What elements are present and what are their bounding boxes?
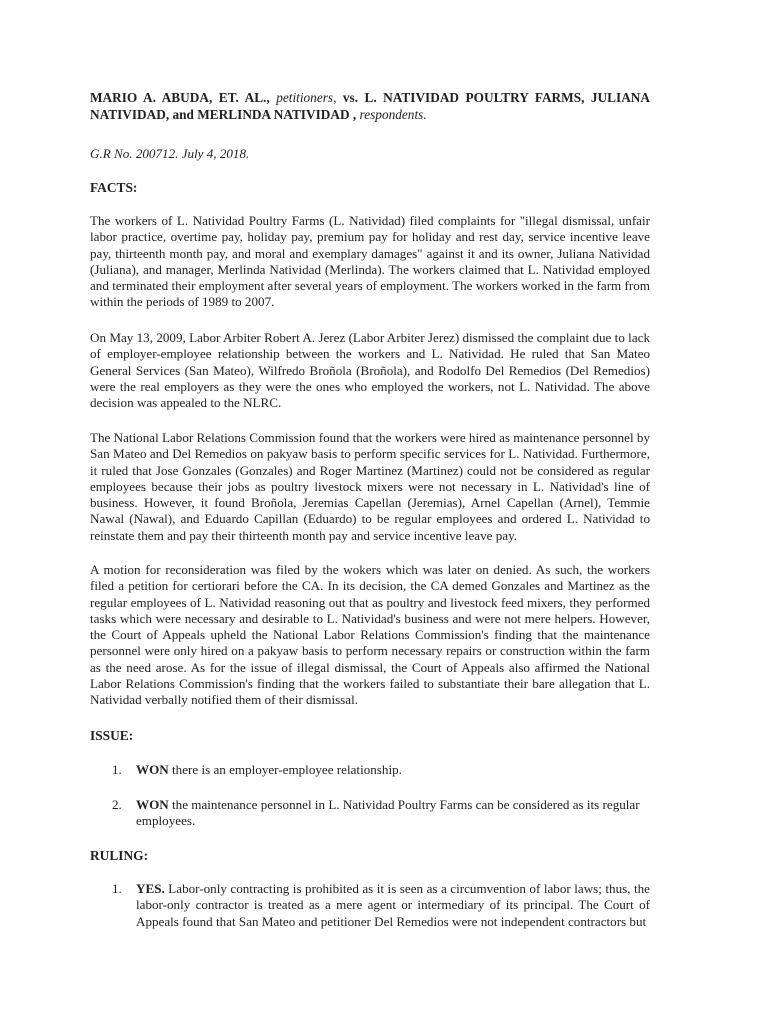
facts-paragraph-1: The workers of L. Natividad Poultry Farms (L. Natividad) filed complaints for "illegal dismissal, unfair labor practice, overtime pay, holiday pay, premium pay for holiday and rest day, service incentive leave pay, thirteenth month pay, and moral and exemplary damages" against it and its owner, Juliana Natividad (Juliana), and manager, Merlinda Natividad (Merlinda). The workers claimed that L. Natividad employed and terminated their employment after several years of employment. The workers worked in the farm from within the periods of 1989 to 2007. [90, 213, 650, 310]
petitioners-role: petitioners, [276, 90, 337, 105]
list-text [136, 762, 650, 778]
list-number: 2. [112, 797, 122, 812]
respondents-name: vs. L. NATIVIDAD POULTRY FARMS, JULIANA NATIVIDAD, and MERLINDA NATIVIDAD , [90, 90, 651, 123]
list-number: 1. [112, 762, 122, 777]
list-text [136, 797, 650, 830]
case-title [90, 89, 650, 123]
respondents-role: respondents. [359, 107, 427, 123]
facts-paragraph-4: A motion for reconsideration was filed by the wokers which was later on denied. As such, the workers filed a petition for certiorari before the CA. In its decision, the CA demed Gonzales and Martinez as the regular employees of L. Natividad reasoning out that as poultry and livestock feed mixers, they performed tasks which were necessary and desirable to L. Natividad's business and were not mere helpers. However, the Court of Appeals upheld the National Labor Relations Commission's finding that the maintenance personnel were only hired on a pakyaw basis to perform necessary repairs or construction within the farm as the need arose. As for the issue of illegal dismissal, the Court of Appeals also affirmed the National Labor Relations Commission's finding that the workers failed to substantiate their bare allegation that L. Natividad verbally notified them of their dismissal. [90, 562, 650, 708]
list-body: Labor-only contracting is prohibited as it is seen as a circumvention of labor laws; thus, the labor-only contractor is treated as a mere agent or intermediary of its principal. The Court of Appeals found that San Mateo and petitioner Del Remedios were not independent contractors but [136, 881, 650, 929]
list-lead: WON [136, 762, 169, 777]
issue-heading: ISSUE: [90, 728, 134, 743]
list-body: the maintenance personnel in L. Natividad Poultry Farms can be considered as its regular employees. [136, 797, 640, 829]
list-body: there is an employer-employee relationship. [168, 762, 402, 777]
facts-paragraph-3: The National Labor Relations Commission found that the workers were hired as maintenance personnel by San Mateo and Del Remedios on pakyaw basis to perform specific services for L. Natividad. Furthermore, it ruled that Jose Gonzales (Gonzales) and Roger Martinez (Martinez) could not be considered as regular employees because their jobs as poultry livestock mixers were not necessary in L. Natividad's line of business. However, it found Broñola, Jeremias Capellan (Jeremias), Arnel Capellan (Arnel), Temmie Nawal (Nawal), and Eduardo Capillan (Eduardo) to be regular employees and ordered L. Natividad to reinstate them and pay their thirteenth month pay and service incentive leave pay. [90, 430, 650, 543]
list-lead: YES. [136, 881, 165, 896]
list-lead: WON [136, 797, 169, 812]
petitioners-name: MARIO A. ABUDA, ET. AL., [90, 90, 270, 105]
facts-paragraph-2: On May 13, 2009, Labor Arbiter Robert A. Jerez (Labor Arbiter Jerez) dismissed the complaint due to lack of employer-employee relationship between the workers and L. Natividad. He ruled that San Mateo General Services (San Mateo), Wilfredo Broñola (Broñola), and Rodolfo Del Remedios (Del Remedios) were the real employers as they were the ones who employed the workers, not L. Natividad. The above decision was appealed to the NLRC. [90, 330, 650, 411]
list-number: 1. [112, 881, 122, 896]
ruling-heading: RULING: [90, 848, 149, 863]
facts-heading: FACTS: [90, 180, 138, 195]
list-text [136, 881, 650, 930]
case-citation: G.R No. 200712. July 4, 2018. [90, 146, 250, 161]
